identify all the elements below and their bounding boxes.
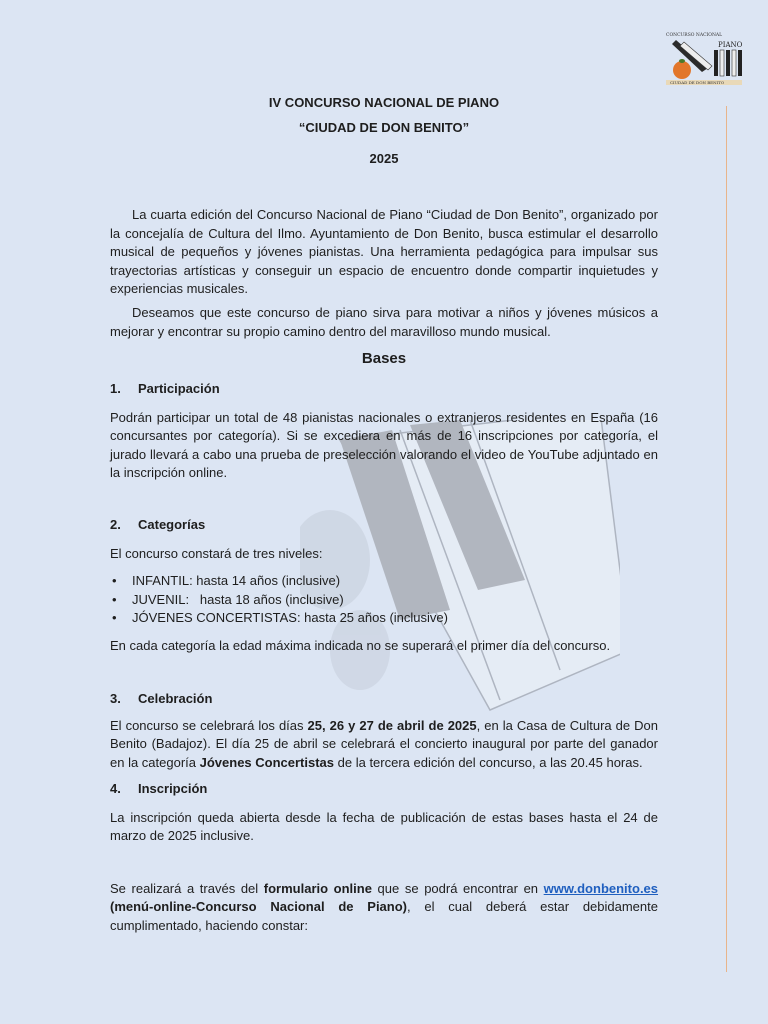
contest-title: IV CONCURSO NACIONAL DE PIANO: [268, 95, 500, 110]
categorias-note: En cada categoría la edad máxima indicada no se superará el primer día del concurso.: [110, 637, 611, 653]
section-inscripcion: [110, 780, 658, 935]
inscripcion-form-text: Se realizará a través del formulario online que se podrá encontrar en www.donbenito.es (menú-online-Concurso Nacional de Piano), el cual deberá estar debidamente cumplimentado, haciendo constar:: [110, 880, 659, 933]
list-item: • JUVENIL: hasta 18 años (inclusive): [110, 591, 658, 610]
section-heading: 3. Celebración: [110, 691, 213, 706]
categorias-lead: El concurso constará de tres niveles:: [110, 545, 323, 561]
contest-year: 2025: [369, 151, 399, 166]
donbenito-link[interactable]: www.donbenito.es: [543, 880, 659, 896]
section-categorias: [110, 516, 658, 655]
section-participacion: [110, 380, 658, 483]
intro-paragraph-1: La cuarta edición del Concurso Nacional de Piano “Ciudad de Don Benito”, organizado por la concejalía de Cultura del Ilmo. Ayuntamiento de Don Benito, busca estimular el desarrollo musical de pequeños y jóvenes pianistas. Una herramienta pedagógica para impulsar sus trayectorias artísticas y conseguir un espacio de encuentro donde compartir inquietudes y experiencias musicales.: [110, 207, 658, 296]
section-heading: 4. Inscripción: [110, 781, 208, 796]
logo-bottom-text: CIUDAD DE DON BENITO: [670, 80, 725, 85]
contest-city: “CIUDAD DE DON BENITO”: [298, 120, 470, 135]
list-item: • JÓVENES CONCERTISTAS: hasta 25 años (inclusive): [110, 609, 658, 628]
section-heading: 1. Participación: [110, 381, 220, 396]
intro-section-2: [110, 304, 658, 341]
celebracion-text: El concurso se celebrará los días 25, 26 y 27 de abril de 2025, en la Casa de Cultura de Don Benito (Badajoz). El día 25 de abril se celebrará el concierto inaugural por parte del ganador en la categoría Jóvenes Concertistas de la tercera edición del concurso, a las 20.45 horas.: [110, 717, 658, 770]
participacion-text: Podrán participar un total de 48 pianistas nacionales o extranjeros residentes en España (16 concursantes por categoría). Si se excediera en más de 16 inscripciones por categoría, el jurado llevará a cabo una prueba de preselección valorando el video de YouTube adjuntado en la inscripción online.: [110, 409, 658, 480]
logo-word: PIANO: [718, 41, 743, 49]
bases-heading: Bases: [361, 350, 407, 367]
intro-paragraph-2: Deseamos que este concurso de piano sirva para motivar a niños y jóvenes músicos a mejorar y encontrar su propio camino dentro del maravilloso mundo musical.: [110, 305, 658, 339]
categories-list: [110, 572, 658, 628]
section-celebracion: [110, 690, 658, 772]
margin-rule: [726, 106, 727, 972]
intro-section: [110, 206, 658, 299]
inscripcion-text: La inscripción queda abierta desde la fecha de publicación de estas bases hasta el 24 de marzo de 2025 inclusive.: [110, 809, 658, 843]
list-item: • INFANTIL: hasta 14 años (inclusive): [110, 572, 658, 591]
piano-contest-logo: [662, 28, 746, 92]
logo-top-text: CONCURSO NACIONAL: [666, 33, 723, 38]
section-heading: 2. Categorías: [110, 517, 206, 532]
